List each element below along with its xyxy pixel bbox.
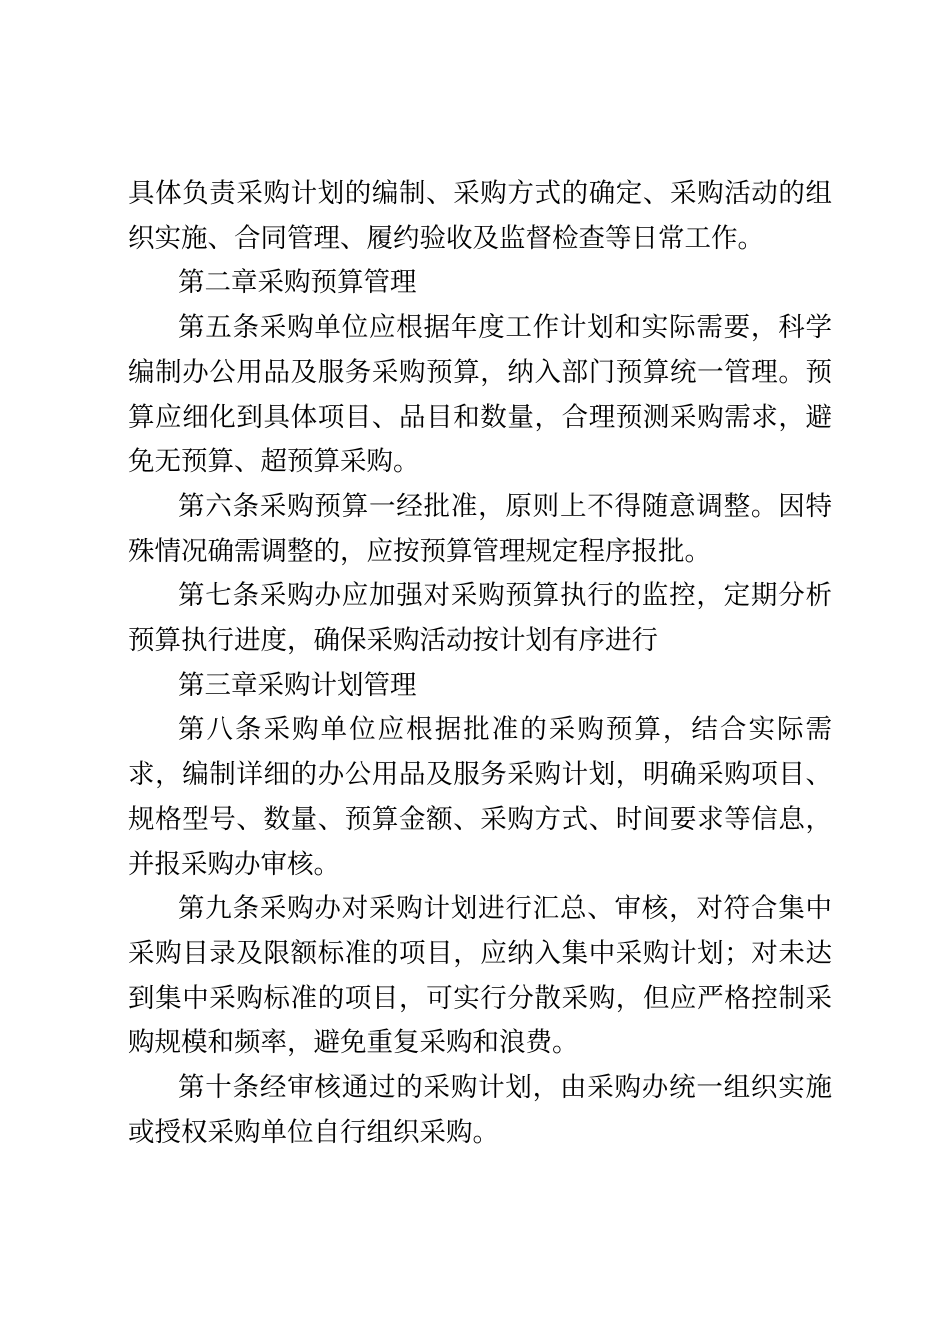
- article-6: 第六条采购预算一经批准，原则上不得随意调整。因特殊情况确需调整的，应按预算管理规定程序报批。: [128, 490, 832, 567]
- paragraph-continuation: 具体负责采购计划的编制、采购方式的确定、采购活动的组织实施、合同管理、履约验收及监督检查等日常工作。: [128, 178, 832, 254]
- article-9: 第九条采购办对采购计划进行汇总、审核，对符合集中采购目录及限额标准的项目，应纳入集中采购计划；对未达到集中采购标准的项目，可实行分散采购，但应严格控制采购规模和频率，避免重复采购和浪费。: [128, 893, 832, 1059]
- article-8: 第八条采购单位应根据批准的采购预算，结合实际需求，编制详细的办公用品及服务采购计划，明确采购项目、规格型号、数量、预算金额、采购方式、时间要求等信息，并报采购办审核。: [128, 714, 832, 880]
- document-body: [128, 172, 832, 1155]
- chapter-heading-2: 第二章采购预算管理: [178, 267, 417, 299]
- article-10: 第十条经审核通过的采购计划，由采购办统一组织实施或授权采购单位自行组织采购。: [128, 1072, 832, 1148]
- chapter-heading-3: 第三章采购计划管理: [178, 669, 417, 701]
- article-7: 第七条采购办应加强对采购预算执行的监控，定期分析预算执行进度，确保采购活动按计划有序进行: [128, 580, 832, 657]
- article-5: 第五条采购单位应根据年度工作计划和实际需要，科学编制办公用品及服务采购预算，纳入部门预算统一管理。预算应细化到具体项目、品目和数量，合理预测采购需求，避免无预算、超预算采购。: [128, 312, 832, 478]
